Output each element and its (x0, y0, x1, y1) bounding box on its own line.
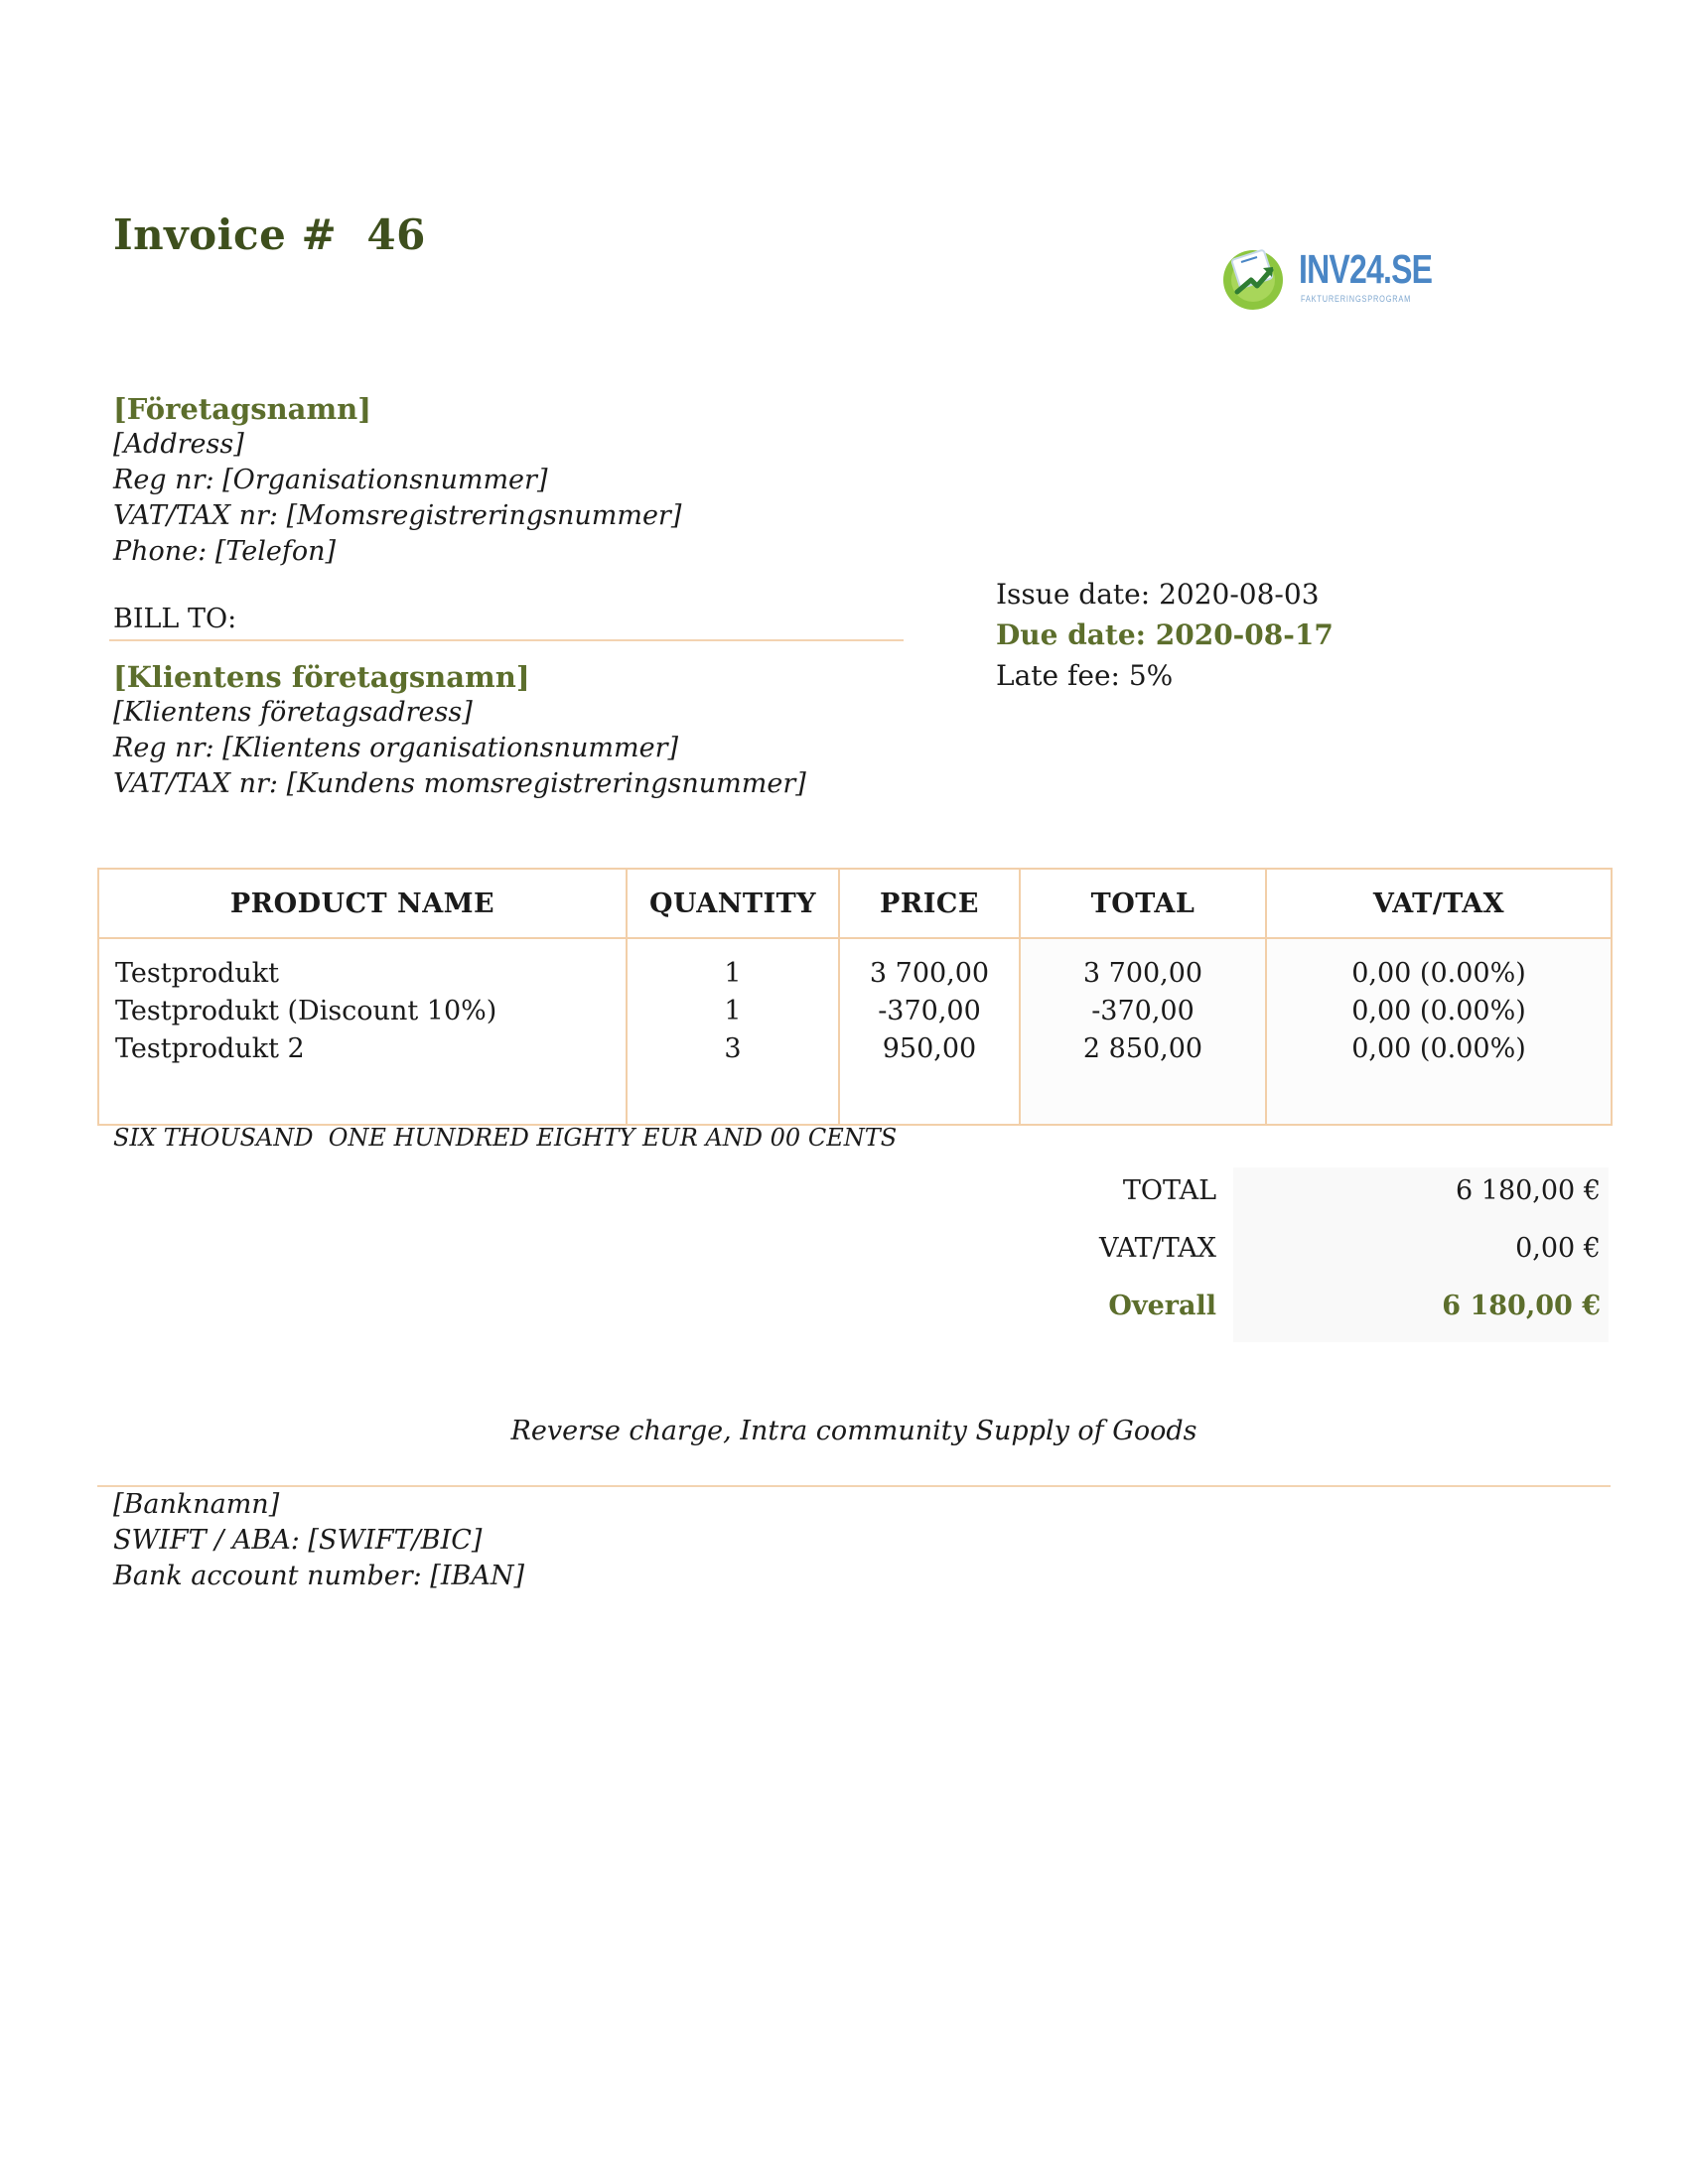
bill-to-label: BILL TO: (113, 604, 237, 634)
company-logo (1219, 240, 1438, 320)
reverse-charge-note: Reverse charge, Intra community Supply of Goods (510, 1416, 1197, 1446)
sender-company: [Företagsnamn] (113, 392, 371, 426)
table-row-total: -370,00 (1091, 996, 1195, 1026)
cell-totals (1020, 938, 1266, 1125)
client-block (113, 659, 806, 802)
bank-block (113, 1487, 524, 1594)
vat-value: 0,00 € (1515, 1233, 1601, 1264)
table-row-price: -370,00 (878, 996, 981, 1026)
logo-text: INV24.SE (1299, 246, 1433, 292)
header-price: PRICE (839, 869, 1020, 938)
amount-in-words: SIX THOUSAND ONE HUNDRED EIGHTY EUR AND 00 CENTS (113, 1124, 898, 1152)
client-address: [Klientens företagsadress] (113, 697, 473, 728)
bill-to-divider (109, 639, 904, 641)
table-row-vat: 0,00 (0.00%) (1351, 996, 1526, 1026)
client-vat: VAT/TAX nr: [Kundens momsregistreringsnummer] (113, 768, 806, 799)
sender-vat: VAT/TAX nr: [Momsregistreringsnummer] (113, 500, 682, 531)
table-header-row (98, 869, 1612, 938)
table-row-name: Testprodukt 2 (115, 1033, 305, 1064)
sender-address: [Address] (113, 429, 244, 460)
bank-account: Bank account number: [IBAN] (113, 1561, 525, 1591)
table-body-row (98, 938, 1612, 1125)
total-value: 6 180,00 € (1456, 1175, 1601, 1206)
sender-phone: Phone: [Telefon] (113, 536, 337, 567)
invoice-title: Invoice # 46 (113, 210, 426, 259)
vat-label: VAT/TAX (1098, 1233, 1216, 1264)
table-row-vat: 0,00 (0.00%) (1351, 1033, 1526, 1064)
bank-swift: SWIFT / ABA: [SWIFT/BIC] (113, 1525, 483, 1556)
dates-block (996, 574, 1334, 696)
cell-quantities (627, 938, 839, 1125)
total-label: TOTAL (1122, 1175, 1216, 1206)
header-product-name: PRODUCT NAME (98, 869, 627, 938)
bank-name: [Banknamn] (113, 1489, 280, 1520)
overall-value: 6 180,00 € (1442, 1291, 1601, 1321)
header-quantity: QUANTITY (627, 869, 839, 938)
client-company: [Klientens företagsnamn] (113, 660, 530, 694)
cell-product-names (98, 938, 627, 1125)
table-row-price: 950,00 (882, 1033, 977, 1064)
table-row-quantity: 1 (724, 958, 742, 989)
table-row-total: 3 700,00 (1082, 958, 1203, 989)
header-total: TOTAL (1020, 869, 1266, 938)
table-row-price: 3 700,00 (869, 958, 990, 989)
late-fee: Late fee: 5% (996, 659, 1174, 692)
table-row-vat: 0,00 (0.00%) (1351, 958, 1526, 989)
cell-vat (1266, 938, 1612, 1125)
issue-date: Issue date: 2020-08-03 (996, 578, 1320, 611)
table-row-name: Testprodukt (115, 958, 279, 989)
cell-prices (839, 938, 1020, 1125)
due-date: Due date: 2020-08-17 (996, 618, 1334, 651)
table-row-quantity: 3 (724, 1033, 742, 1064)
items-table (97, 868, 1613, 1126)
logo-subtitle: FAKTURERINGSPROGRAM (1301, 294, 1412, 304)
table-row-name: Testprodukt (Discount 10%) (115, 996, 497, 1026)
sender-block (113, 391, 681, 570)
client-reg: Reg nr: [Klientens organisationsnummer] (113, 733, 679, 763)
table-row-quantity: 1 (724, 996, 742, 1026)
logo-badge-icon (1219, 240, 1295, 316)
sender-reg: Reg nr: [Organisationsnummer] (113, 465, 548, 495)
overall-label: Overall (1108, 1291, 1216, 1321)
table-row-total: 2 850,00 (1082, 1033, 1203, 1064)
header-vat: VAT/TAX (1266, 869, 1612, 938)
